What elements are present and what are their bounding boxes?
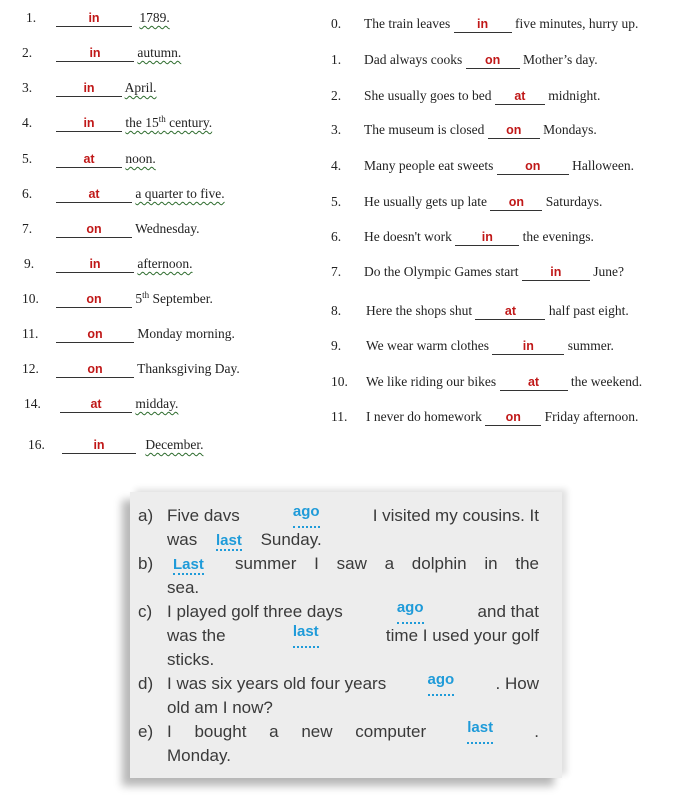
answer-blank: in <box>455 230 519 246</box>
sentence-start: She usually goes to bed <box>364 88 492 103</box>
item-number: 0. <box>331 16 342 31</box>
box-item-c <box>136 600 544 672</box>
text: sticks. <box>167 650 215 669</box>
sentence-end: five minutes, hurry up. <box>514 16 639 31</box>
sentence-end: June? <box>593 264 624 279</box>
sentence-start: We wear warm clothes <box>366 338 489 353</box>
box-item-a <box>136 504 544 552</box>
item-letter: d) <box>138 674 154 693</box>
answer-blank: in <box>492 339 564 355</box>
item-letter: c) <box>138 602 153 621</box>
text: I bought a new computer <box>167 722 427 741</box>
box-item-e <box>136 720 544 768</box>
answer-blank: on <box>488 123 540 139</box>
sentence-end: the evenings. <box>522 229 594 244</box>
answer-word: ago <box>428 672 455 696</box>
sentence-end: Saturdays. <box>545 194 603 209</box>
answer-word: ago <box>397 600 424 624</box>
item-number: 9. <box>24 256 35 271</box>
item-number: 4. <box>331 158 342 173</box>
answer-blank: in <box>56 257 134 273</box>
sentence-start: Do the Olympic Games start <box>364 264 519 279</box>
ago-last-exercise-box <box>130 492 562 778</box>
item-number: 2. <box>22 45 33 60</box>
item-number: 11. <box>331 409 348 424</box>
phrase: noon. <box>125 151 156 166</box>
phrase: 5th September. <box>135 290 213 306</box>
phrase: midday. <box>135 396 179 411</box>
item-number: 16. <box>28 437 45 452</box>
sentence-start: The museum is closed <box>364 122 485 137</box>
text: I visited my cousins. It <box>372 506 539 525</box>
sentence-end: Halloween. <box>572 158 634 173</box>
phrase: autumn. <box>137 45 182 60</box>
item-number: 7. <box>331 264 342 279</box>
sentence-end: Friday afternoon. <box>544 409 639 424</box>
answer-blank: in <box>56 46 134 62</box>
sentence-start: Here the shops shut <box>366 303 473 318</box>
sentence-start: The train leaves <box>364 16 451 31</box>
answer-blank: in <box>56 11 132 27</box>
answer-word: ago <box>293 504 320 528</box>
item-number: 7. <box>22 221 33 236</box>
answer-word: last <box>215 532 242 549</box>
phrase: Thanksgiving Day. <box>137 361 240 376</box>
answer-blank: at <box>495 89 545 105</box>
text: . <box>534 722 539 741</box>
text: was the <box>167 626 226 645</box>
answer-blank: on <box>56 292 132 308</box>
item-letter: b) <box>138 554 154 573</box>
sentence-end: Mondays. <box>543 122 597 137</box>
sentence-start: I never do homework <box>366 409 482 424</box>
item-letter: e) <box>138 722 154 741</box>
answer-blank: in <box>56 116 122 132</box>
item-number: 12. <box>22 361 39 376</box>
answer-blank: at <box>500 375 568 391</box>
phrase: Wednesday. <box>135 221 200 236</box>
phrase: 1789. <box>139 10 170 25</box>
sentence-start: He doesn't work <box>364 229 452 244</box>
answer-blank: on <box>56 327 134 343</box>
answer-blank: at <box>60 397 132 413</box>
answer-blank: on <box>56 222 132 238</box>
item-number: 11. <box>22 326 39 341</box>
box-item-b <box>136 552 544 600</box>
item-number: 3. <box>331 122 342 137</box>
text: Monday. <box>167 746 231 765</box>
answer-blank: in <box>56 81 122 97</box>
answer-blank: on <box>490 195 542 211</box>
phrase: December. <box>145 437 204 452</box>
answer-blank: at <box>56 152 122 168</box>
answer-blank: on <box>497 159 569 175</box>
text: old am I now? <box>167 698 273 717</box>
phrase: afternoon. <box>137 256 193 271</box>
answer-word: Last <box>173 556 204 573</box>
item-number: 9. <box>331 338 342 353</box>
answer-blank: in <box>62 438 136 454</box>
answer-blank: at <box>475 304 545 320</box>
text: . How <box>495 674 539 693</box>
text: Five davs <box>167 506 240 525</box>
phrase: April. <box>124 80 157 95</box>
sentence-end: midnight. <box>548 88 601 103</box>
sentence-end: Mother’s day. <box>522 52 598 67</box>
answer-blank: on <box>56 362 134 378</box>
phrase: Monday morning. <box>137 326 235 341</box>
item-number: 2. <box>331 88 342 103</box>
item-number: 5. <box>331 194 342 209</box>
text: and that <box>477 602 539 621</box>
text: summer I saw a dolphin in the <box>235 554 539 573</box>
text: time I used your golf <box>385 626 539 645</box>
answer-blank: on <box>466 53 520 69</box>
answer-blank: at <box>56 187 132 203</box>
item-number: 5. <box>22 151 33 166</box>
item-letter: a) <box>138 506 154 525</box>
text: I was six years old four years <box>167 674 387 693</box>
item-number: 1. <box>26 10 37 25</box>
item-number: 4. <box>22 115 33 130</box>
item-number: 1. <box>331 52 342 67</box>
item-number: 6. <box>22 186 33 201</box>
item-number: 8. <box>331 303 342 318</box>
text: Sunday. <box>260 530 322 549</box>
item-number: 10. <box>331 374 348 389</box>
sentence-end: summer. <box>567 338 614 353</box>
sentence-start: Many people eat sweets <box>364 158 494 173</box>
answer-blank: in <box>454 17 512 33</box>
text: was <box>167 530 198 549</box>
sentence-end: half past eight. <box>548 303 629 318</box>
answer-word: last <box>467 720 493 744</box>
text: sea. <box>167 578 200 597</box>
box-item-d <box>136 672 544 720</box>
sentence-end: the weekend. <box>570 374 643 389</box>
answer-blank: on <box>485 410 541 426</box>
phrase: the 15th century. <box>125 114 213 130</box>
sentence-start: He usually gets up late <box>364 194 487 209</box>
text: I played golf three days <box>167 602 343 621</box>
answer-word: last <box>293 624 319 648</box>
phrase: a quarter to five. <box>135 186 225 201</box>
sentence-start: We like riding our bikes <box>366 374 497 389</box>
item-number: 3. <box>22 80 33 95</box>
sentence-start: Dad always cooks <box>364 52 463 67</box>
item-number: 14. <box>24 396 41 411</box>
item-number: 10. <box>22 291 39 306</box>
item-number: 6. <box>331 229 342 244</box>
answer-blank: in <box>522 265 590 281</box>
